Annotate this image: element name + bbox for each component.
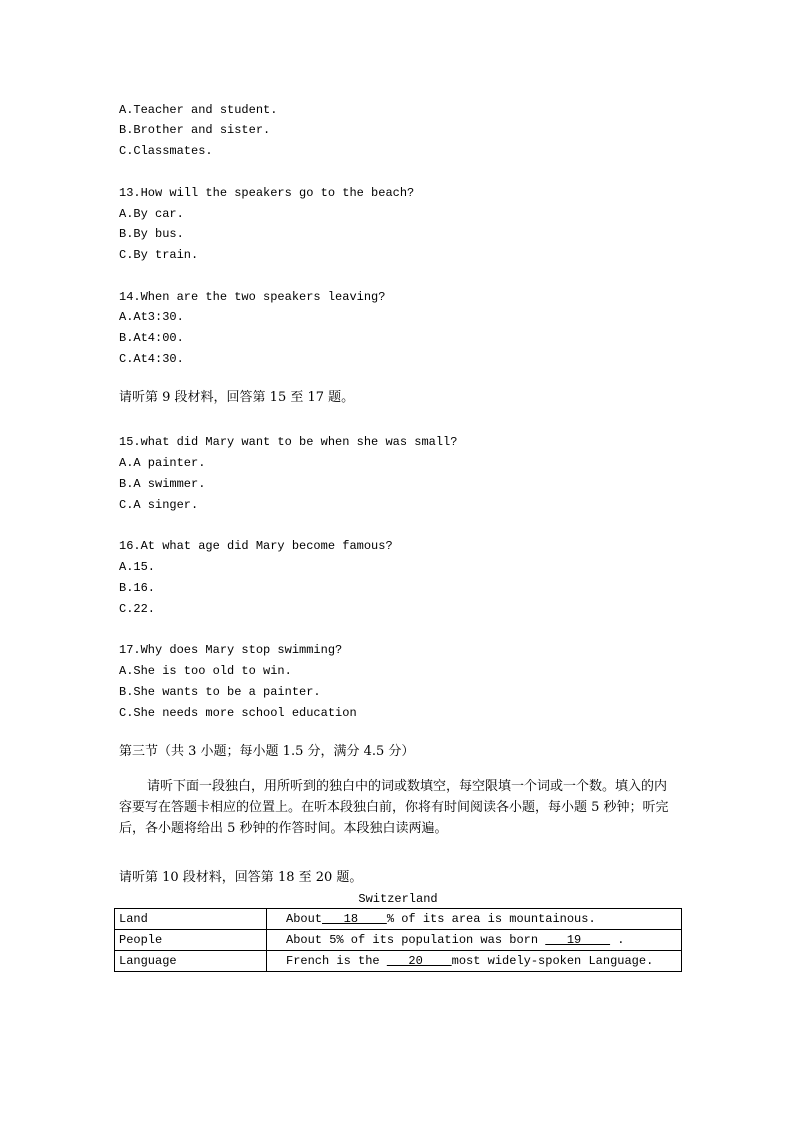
- q17-option-a: A.She is too old to win.: [119, 664, 292, 678]
- section9-instruction: 请听第 9 段材料，回答第 15 至 17 题。: [119, 390, 355, 405]
- row-text-before: French is the: [286, 954, 387, 968]
- row-text-after: % of its area is mountainous.: [386, 912, 596, 926]
- part3-heading: 第三节（共 3 小题；每小题 1.5 分，满分 4.5 分）: [119, 744, 415, 759]
- q16-option-a: A.15.: [119, 560, 156, 574]
- q17-stem: 17.Why does Mary stop swimming?: [119, 643, 343, 657]
- q17-option-c: C.She needs more school education: [119, 706, 357, 720]
- q13-option-a: A.By car.: [119, 207, 184, 221]
- row-content: [267, 909, 682, 930]
- table-row: [115, 909, 682, 930]
- answer-blank-19: 19: [545, 933, 611, 947]
- q15-option-a: A.A painter.: [119, 456, 206, 470]
- table-row: [115, 951, 682, 972]
- q17-option-b: B.She wants to be a painter.: [119, 685, 321, 699]
- q14-option-b: B.At4:00.: [119, 331, 184, 345]
- q16-stem: 16.At what age did Mary become famous?: [119, 539, 393, 553]
- answer-blank-18: 18: [322, 912, 387, 926]
- row-content: [267, 951, 682, 972]
- q15-stem: 15.what did Mary want to be when she was small?: [119, 435, 458, 449]
- row-label: Land: [115, 909, 267, 930]
- q14-option-c: C.At4:30.: [119, 352, 184, 366]
- q12-option-b: B.Brother and sister.: [119, 123, 271, 137]
- q15-option-c: C.A singer.: [119, 498, 199, 512]
- q14-stem: 14.When are the two speakers leaving?: [119, 290, 386, 304]
- row-text-before: About: [286, 912, 323, 926]
- q15-option-b: B.A swimmer.: [119, 477, 206, 491]
- row-label: Language: [115, 951, 267, 972]
- row-text-after: most widely-spoken Language.: [451, 954, 654, 968]
- answer-blank-20: 20: [386, 954, 452, 968]
- row-label: People: [115, 930, 267, 951]
- q12-option-a: A.Teacher and student.: [119, 103, 278, 117]
- row-text-after: .: [610, 933, 625, 947]
- q14-option-a: A.At3:30.: [119, 310, 184, 324]
- part3-directions: 请听下面一段独白，用所听到的独白中的词或数填空，每空限填一个词或一个数。填入的内容要写在答题卡相应的位置上。在听本段独白前，你将有时间阅读各小题，每小题 5 秒钟；听完后，各小题将给出 5 秒钟的作答时间。本段独白读两遍。: [119, 779, 669, 836]
- fill-in-table: [114, 908, 682, 972]
- q13-option-c: C.By train.: [119, 248, 199, 262]
- section10-instruction: 请听第 10 段材料，回答第 18 至 20 题。: [119, 870, 363, 885]
- table-row: [115, 930, 682, 951]
- q12-option-c: C.Classmates.: [119, 144, 213, 158]
- q13-option-b: B.By bus.: [119, 227, 184, 241]
- q13-stem: 13.How will the speakers go to the beach?: [119, 186, 415, 200]
- q16-option-b: B.16.: [119, 581, 156, 595]
- row-content: [267, 930, 682, 951]
- q16-option-c: C.22.: [119, 602, 156, 616]
- table-title: Switzerland: [358, 892, 438, 906]
- row-text-before: About 5% of its population was born: [286, 933, 546, 947]
